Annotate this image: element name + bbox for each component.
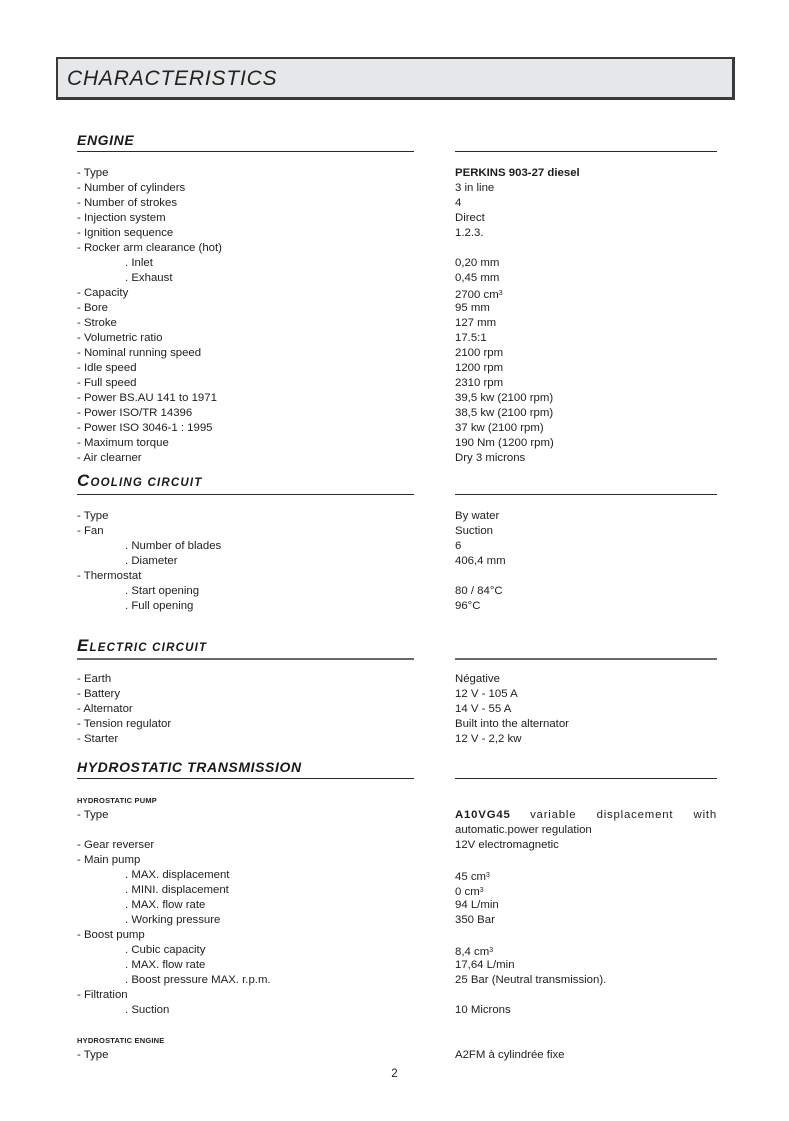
- section-hydrostatic: [77, 757, 717, 1063]
- spec-row: [77, 988, 717, 1003]
- value-text: 2700 cm: [455, 289, 499, 301]
- unit-superscript: 3: [489, 947, 494, 954]
- spec-value: 1200 rpm: [455, 362, 504, 374]
- section-header: [77, 757, 717, 779]
- spec-label: - Earth: [77, 673, 112, 685]
- rule-right: [455, 494, 717, 495]
- spec-label: . Exhaust: [125, 272, 173, 284]
- spec-label: - Nominal running speed: [77, 347, 202, 359]
- spec-row: [77, 451, 717, 466]
- spec-row: [77, 853, 717, 868]
- spec-label: - Volumetric ratio: [77, 332, 163, 344]
- spec-label: - Injection system: [77, 212, 166, 224]
- section-electric: [77, 638, 717, 747]
- spec-value: 4: [455, 197, 462, 209]
- spec-label: - Type: [77, 809, 109, 821]
- spec-value: Suction: [455, 525, 493, 537]
- spec-row: [77, 672, 717, 687]
- spec-value: 25 Bar (Neutral transmission).: [455, 974, 607, 986]
- spec-label: . Full opening: [125, 600, 194, 612]
- spec-label: . Start opening: [125, 585, 200, 597]
- subsection-title: HYDROSTATIC ENGINE: [77, 1036, 165, 1045]
- spec-value: 39,5 kw (2100 rpm): [455, 392, 554, 404]
- spec-row: [77, 331, 717, 346]
- spec-value: automatic.power regulation: [455, 824, 592, 836]
- spec-value: 12 V - 105 A: [455, 688, 518, 700]
- spec-label: . MINI. displacement: [125, 884, 229, 896]
- spec-label: - Number of strokes: [77, 197, 178, 209]
- spec-label: - Number of cylinders: [77, 182, 186, 194]
- spec-value: 12V electromagnetic: [455, 839, 559, 851]
- spec-label: - Thermostat: [77, 570, 142, 582]
- rule-left: [77, 778, 414, 779]
- spec-row: [77, 421, 717, 436]
- spec-label: - Battery: [77, 688, 121, 700]
- spec-row: [77, 301, 717, 316]
- spec-row: [77, 361, 717, 376]
- spec-row: [77, 166, 717, 181]
- section-header: [77, 130, 717, 152]
- spec-value: 127 mm: [455, 317, 497, 329]
- spec-value: 10 Microns: [455, 1004, 511, 1016]
- section-title: [77, 636, 207, 656]
- page-title: CHARACTERISTICS: [67, 67, 278, 90]
- spec-label: - Alternator: [77, 703, 133, 715]
- spec-row: [77, 256, 717, 271]
- page-number: 2: [391, 1068, 398, 1080]
- spec-row: [77, 376, 717, 391]
- spec-row: [77, 808, 717, 823]
- value-text: variable displacement with: [530, 809, 717, 821]
- heading-rest: LECTRIC CIRCUIT: [89, 642, 208, 654]
- spec-value: 190 Nm (1200 rpm): [455, 437, 554, 449]
- rule-left: [77, 494, 414, 495]
- spec-row: [77, 1048, 717, 1063]
- spec-label: . Suction: [125, 1004, 170, 1016]
- spec-value: 17.5:1: [455, 332, 487, 344]
- spec-row: [77, 524, 717, 539]
- unit-superscript: 3: [486, 872, 490, 879]
- rule-right: [455, 658, 717, 660]
- spec-label: . Number of blades: [125, 540, 222, 552]
- spec-label: - Power ISO/TR 14396: [77, 407, 193, 419]
- rule-right: [455, 151, 717, 152]
- spec-label: - Full speed: [77, 377, 137, 389]
- section-title: [77, 471, 202, 491]
- spec-value: 12 V - 2,2 kw: [455, 733, 522, 745]
- spec-row: [77, 1003, 717, 1018]
- spec-value: A2FM à cylindrée fixe: [455, 1049, 565, 1061]
- spec-label: . Boost pressure MAX. r.p.m.: [125, 974, 271, 986]
- spec-row: [77, 211, 717, 226]
- section-header: [77, 473, 717, 495]
- spec-label: - Maximum torque: [77, 437, 169, 449]
- spec-value: Négative: [455, 673, 500, 685]
- spec-row: [77, 406, 717, 421]
- spec-value: 406,4 mm: [455, 555, 506, 567]
- spec-row: [77, 554, 717, 569]
- spec-value: 3 in line: [455, 182, 495, 194]
- spec-label: - Fan: [77, 525, 104, 537]
- spec-value: 350 Bar: [455, 914, 495, 926]
- spec-label: - Type: [77, 1049, 109, 1061]
- spec-row: [77, 181, 717, 196]
- subsection-title: HYDROSTATIC PUMP: [77, 796, 158, 805]
- spec-label: - Type: [77, 510, 109, 522]
- spec-value: Direct: [455, 212, 485, 224]
- section-header: [77, 638, 717, 660]
- spec-row: [77, 391, 717, 406]
- spec-value: 38,5 kw (2100 rpm): [455, 407, 554, 419]
- spec-row: [77, 687, 717, 702]
- spec-value: Dry 3 microns: [455, 452, 526, 464]
- spec-row: [77, 898, 717, 913]
- spec-label: - Ignition sequence: [77, 227, 174, 239]
- spec-row: [77, 973, 717, 988]
- spec-row: [77, 271, 717, 286]
- spec-row: [77, 958, 717, 973]
- spec-row: [77, 241, 717, 256]
- spec-row: [77, 599, 717, 614]
- spec-label: . MAX. displacement: [125, 869, 230, 881]
- spec-label: - Type: [77, 167, 109, 179]
- spec-label: . Inlet: [125, 257, 153, 269]
- spec-label: - Main pump: [77, 854, 141, 866]
- spec-label: - Capacity: [77, 287, 129, 299]
- spec-row: [77, 316, 717, 331]
- spec-row: [77, 702, 717, 717]
- heading-initial: C: [77, 471, 91, 490]
- value-text: 8,4 cm: [455, 946, 490, 958]
- spec-label: . MAX. flow rate: [125, 959, 206, 971]
- spec-value: 80 / 84°C: [455, 585, 503, 597]
- spec-value: [455, 808, 717, 823]
- rule-right: [455, 778, 717, 779]
- spec-label: . Diameter: [125, 555, 178, 567]
- spec-row: [77, 286, 717, 301]
- unit-superscript: 3: [479, 887, 484, 894]
- section-cooling: [77, 473, 717, 614]
- spec-value: PERKINS 903-27 diesel: [455, 167, 580, 179]
- spec-value: 2310 rpm: [455, 377, 504, 389]
- spec-value: 96°C: [455, 600, 481, 612]
- spec-row: [77, 346, 717, 361]
- spec-label: - Filtration: [77, 989, 128, 1001]
- value-bold: A10VG45: [455, 809, 511, 821]
- spec-label: - Stroke: [77, 317, 117, 329]
- spec-row: [77, 226, 717, 241]
- title-box: [56, 57, 735, 100]
- section-title: HYDROSTATIC TRANSMISSION: [77, 759, 302, 775]
- spec-value: 14 V - 55 A: [455, 703, 512, 715]
- spec-row: [77, 717, 717, 732]
- spec-value: Built into the alternator: [455, 718, 569, 730]
- spec-label: - Power ISO 3046-1 : 1995: [77, 422, 213, 434]
- spec-row: [77, 883, 717, 898]
- spec-label: - Power BS.AU 141 to 1971: [77, 392, 217, 404]
- value-text: 0 cm: [455, 886, 480, 898]
- spec-row: [77, 732, 717, 747]
- spec-value: 17,64 L/min: [455, 959, 515, 971]
- spec-row: [77, 823, 717, 838]
- spec-row: [77, 943, 717, 958]
- spec-row: [77, 868, 717, 883]
- spec-value: By water: [455, 510, 500, 522]
- spec-row: [77, 838, 717, 853]
- spec-label: - Starter: [77, 733, 119, 745]
- spec-label: . MAX. flow rate: [125, 899, 206, 911]
- spec-row: [77, 913, 717, 928]
- spec-row: [77, 584, 717, 599]
- section-title: ENGINE: [77, 132, 135, 148]
- spec-label: - Bore: [77, 302, 109, 314]
- spec-row: [77, 569, 717, 584]
- heading-rest: OOLING CIRCUIT: [90, 477, 203, 489]
- spec-value: 94 L/min: [455, 899, 499, 911]
- spec-value: 6: [455, 540, 462, 552]
- unit-superscript: 3: [498, 290, 503, 297]
- spec-row: [77, 928, 717, 943]
- heading-initial: E: [77, 636, 90, 655]
- spec-value: 37 kw (2100 rpm): [455, 422, 544, 434]
- spec-label: - Gear reverser: [77, 839, 155, 851]
- spec-label: - Idle speed: [77, 362, 137, 374]
- spec-label: - Rocker arm clearance (hot): [77, 242, 222, 254]
- spec-row: [77, 509, 717, 524]
- section-engine: [77, 130, 717, 466]
- spec-value: 0,20 mm: [455, 257, 500, 269]
- spec-label: - Tension regulator: [77, 718, 172, 730]
- spec-value: 95 mm: [455, 302, 490, 314]
- spec-value: 1.2.3.: [455, 227, 484, 239]
- value-text: 45 cm: [455, 871, 487, 883]
- spec-value: 2100 rpm: [455, 347, 504, 359]
- rule-left: [77, 151, 414, 152]
- spec-row: [77, 539, 717, 554]
- spec-label: - Air clearner: [77, 452, 142, 464]
- spec-row: [77, 436, 717, 451]
- spec-label: . Working pressure: [125, 914, 221, 926]
- spec-value: 0,45 mm: [455, 272, 500, 284]
- spec-row: [77, 196, 717, 211]
- spec-label: - Boost pump: [77, 929, 145, 941]
- spec-label: . Cubic capacity: [125, 944, 206, 956]
- rule-left: [77, 658, 414, 660]
